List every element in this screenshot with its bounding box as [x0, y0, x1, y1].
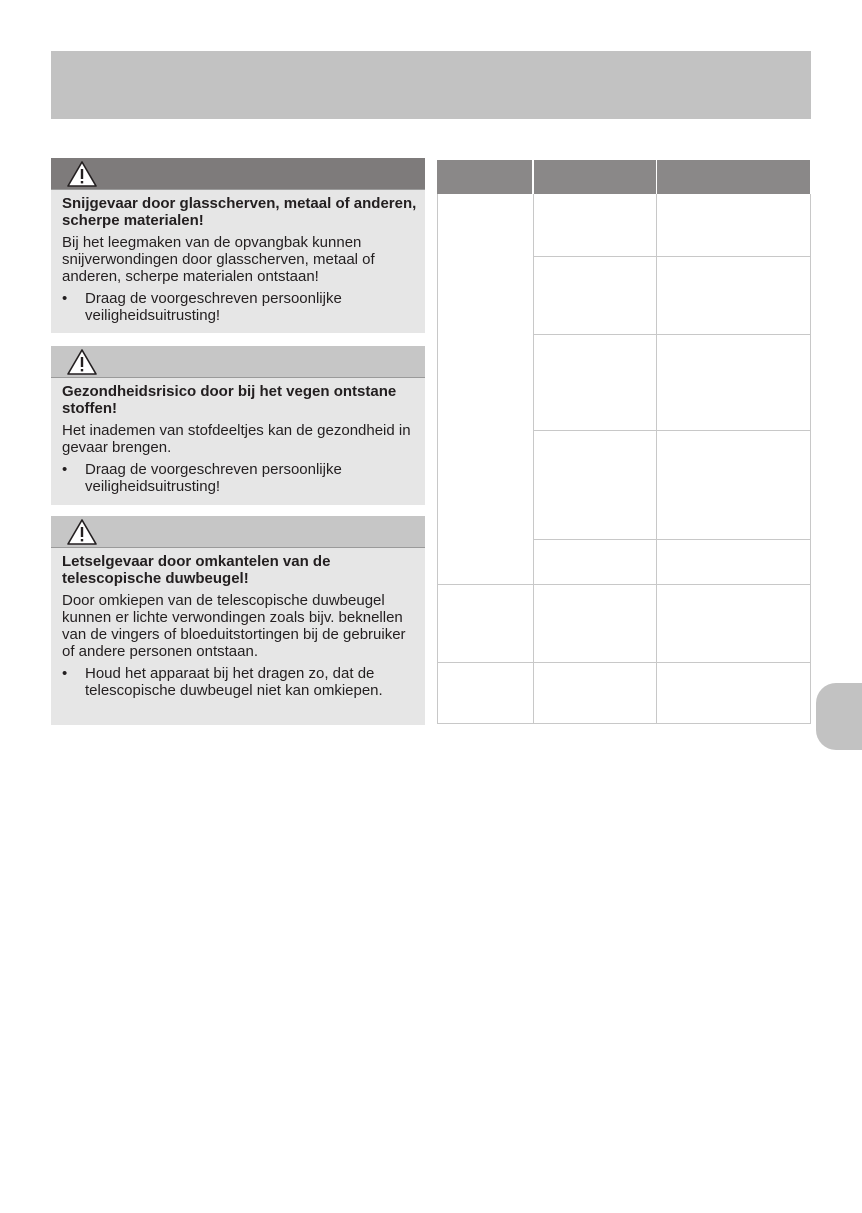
table-border — [533, 194, 534, 724]
bullet-dot: • — [62, 665, 68, 682]
warning-header-bar — [51, 158, 425, 190]
table-header-cell — [534, 160, 656, 194]
table-border — [533, 430, 811, 431]
warning-text: Bij het leegmaken van de opvangbak kunnen snijverwondingen door glasscherven, metaal of anderen, scherpe materialen ontstaan! — [62, 234, 375, 285]
warning-title: Letselgevaar door omkantelen van de telescopische duwbeugel! — [62, 553, 331, 587]
warning-title: Gezondheidsrisico door bij het vegen ontstane stoffen! — [62, 383, 397, 417]
page-header-band — [51, 51, 811, 119]
warning-bullet — [62, 665, 417, 699]
chapter-thumb-tab — [816, 683, 862, 750]
warning-bullet-text: Houd het apparaat bij het dragen zo, dat de telescopische duwbeugel niet kan omkiepen. — [85, 665, 383, 699]
bullet-dot: • — [62, 290, 68, 307]
warning-text: Het inademen van stofdeeltjes kan de gezondheid in gevaar brengen. — [62, 422, 411, 456]
table-border — [810, 194, 811, 724]
table-border — [533, 256, 811, 257]
warning-bullet-text: Draag de voorgeschreven persoonlijke veiligheidsuitrusting! — [85, 461, 342, 495]
warning-text: Door omkiepen van de telescopische duwbeugel kunnen er lichte verwondingen zoals bijv. beknellen van de vingers of bloeduitstortingen bij de gebruiker of andere personen ontstaan. — [62, 592, 406, 660]
table-border — [437, 662, 811, 663]
warning-title: Snijgevaar door glasscherven, metaal of anderen, scherpe materialen! — [62, 195, 417, 229]
table-border — [533, 334, 811, 335]
warning-header-bar — [51, 346, 425, 378]
warning-bullet-text: Draag de voorgeschreven persoonlijke veiligheidsuitrusting! — [85, 290, 342, 324]
warning-triangle-icon — [66, 348, 98, 376]
warning-box-cut-hazard — [51, 158, 425, 333]
table-border — [437, 723, 811, 724]
warning-triangle-icon — [66, 160, 98, 188]
table-header-cell — [437, 160, 532, 194]
warning-box-tilt-hazard — [51, 516, 425, 725]
warning-header-bar — [51, 516, 425, 548]
warning-box-dust-hazard — [51, 346, 425, 505]
warning-bullet — [62, 461, 417, 495]
warning-triangle-icon — [66, 518, 98, 546]
table-border — [437, 194, 438, 724]
table-border — [533, 539, 811, 540]
table-header-cell — [657, 160, 810, 194]
table-border — [656, 194, 657, 724]
bullet-dot: • — [62, 461, 68, 478]
table-border — [437, 584, 811, 585]
warning-bullet — [62, 290, 417, 324]
